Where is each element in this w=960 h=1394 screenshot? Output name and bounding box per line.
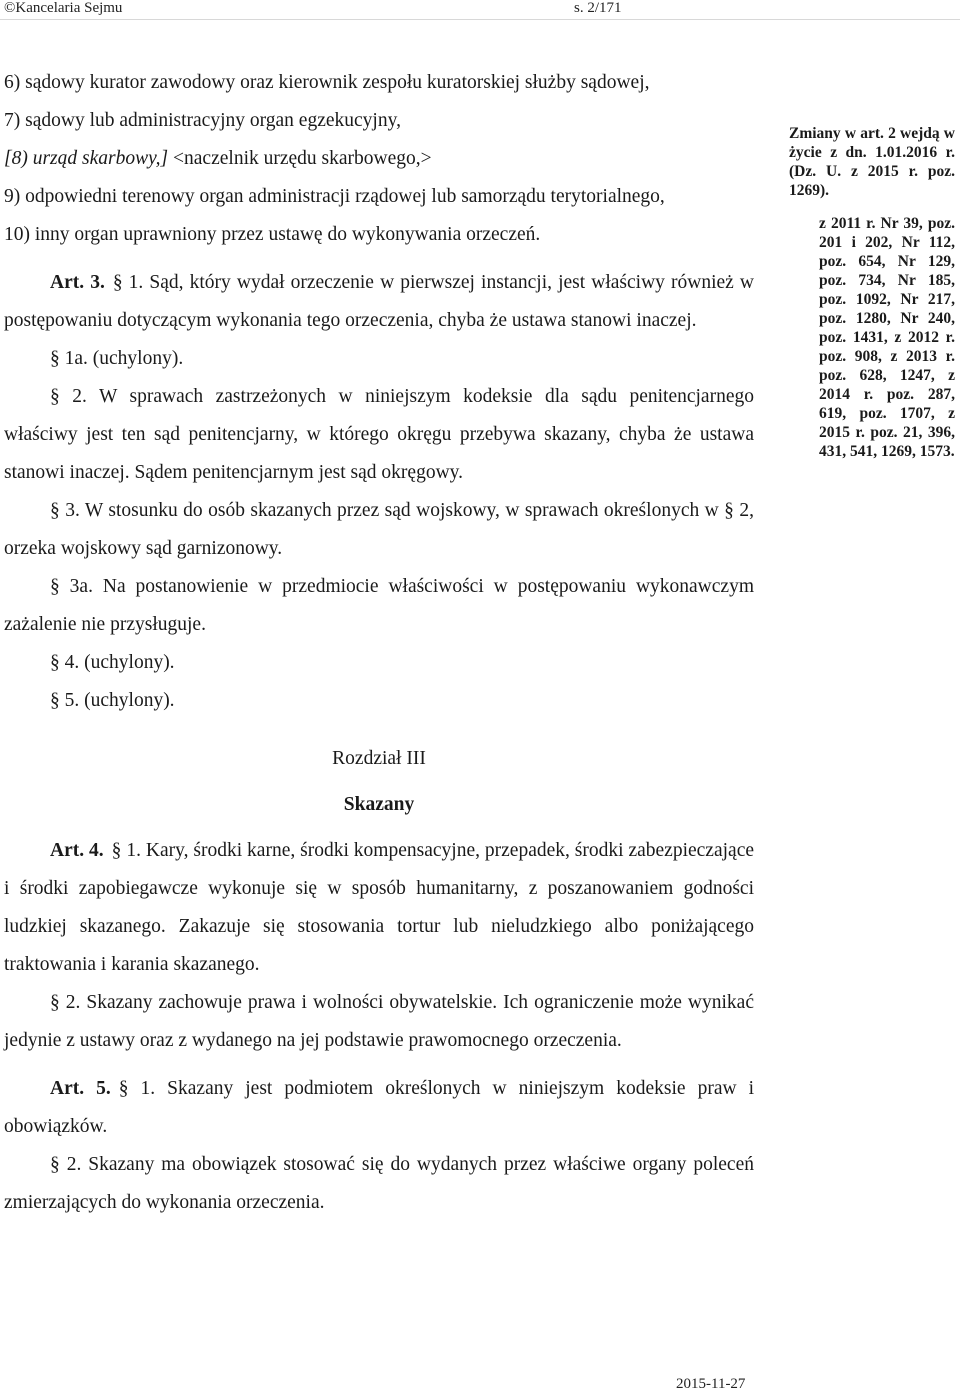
list-item-6: 6) sądowy kurator zawodowy oraz kierownik zespołu kuratorskiej służby sądowej, xyxy=(4,72,650,93)
footer-date: 2015-11-27 xyxy=(676,1376,746,1392)
header-divider xyxy=(0,19,960,20)
header-copyright: ©Kancelaria Sejmu xyxy=(4,0,123,16)
art5-para-2: § 2. Skazany ma obowiązek stosować się do wydanych przez właściwe organy poleceń zmierzających do wykonania orzeczenia. xyxy=(4,1154,754,1213)
chapter-title: Skazany xyxy=(343,794,415,815)
list-item-9: 9) odpowiedni terenowy organ administracji rządowej lub samorządu terytorialnego, xyxy=(4,186,665,207)
art3-para-5: § 5. (uchylony). xyxy=(50,690,175,711)
list-item-10: 10) inny organ uprawniony przez ustawę do wykonywania orzeczeń. xyxy=(4,224,541,245)
sidenote-amendment: Zmiany w art. 2 wejdą w życie z dn. 1.01.2016 r. (Dz. U. z 2015 r. poz. 1269). xyxy=(789,125,955,199)
article-label: Art. 3. xyxy=(50,272,105,293)
art3-para-1 xyxy=(4,264,754,340)
list-item-8 xyxy=(4,140,754,178)
art3-para-4: § 4. (uchylony). xyxy=(50,652,175,673)
art4-para-1 xyxy=(4,832,754,984)
new-text: <naczelnik urzędu skarbowego,> xyxy=(173,148,432,169)
article-label: Art. 5. xyxy=(50,1078,111,1099)
chapter-number: Rozdział III xyxy=(332,748,426,769)
art3-para-2: § 2. W sprawach zastrzeżonych w niniejszym kodeksie dla sądu penitencjarnego właściwy jest ten sąd penitencjarny, w którego okręgu przebywa skazany, chyba że ustawa stanowi inaczej. Sądem penitencjarnym jest sąd okręgowy. xyxy=(4,386,754,483)
paragraph-text: § 1. Kary, środki karne, środki kompensacyjne, przepadek, środki zabezpieczające i środki zapobiegawcze wykonuje się w sposób humanitarny, z poszanowaniem godności ludzkiej skazanego. Zakazuje się stosowania tortur lub nieludzkiego albo poniżającego traktowania i karania skazanego. xyxy=(4,840,755,975)
article-label: Art. 4. xyxy=(50,840,104,861)
sidenote-references: z 2011 r. Nr 39, poz. 201 i 202, Nr 112, poz. 654, Nr 129, poz. 734, Nr 185, poz. 1092, Nr 217, poz. 1280, Nr 240, poz. 1431, z 2012 r. poz. 908, z 2013 r. poz. 628, 1247, z 2014 r. poz. 287, 619, poz. 1707, z 2015 r. poz. 21, 396, 431, 541, 1269, 1573. xyxy=(819,215,955,460)
art3-para-3: § 3. W stosunku do osób skazanych przez sąd wojskowy, w sprawach określonych w § 2, orzeka wojskowy sąd garnizonowy. xyxy=(4,500,754,559)
document-body xyxy=(4,64,754,1222)
art5-para-1 xyxy=(4,1070,754,1146)
list-item-7: 7) sądowy lub administracyjny organ egzekucyjny, xyxy=(4,110,401,131)
deleted-text: [8) urząd skarbowy,] xyxy=(4,148,169,169)
header-page-number: s. 2/171 xyxy=(574,0,622,16)
paragraph-text: § 1. Skazany jest podmiotem określonych w niniejszym kodeksie praw i obowiązków. xyxy=(4,1078,754,1137)
art4-para-2: § 2. Skazany zachowuje prawa i wolności obywatelskie. Ich ograniczenie może wynikać jedynie z ustawy oraz z wydanego na jej podstawie prawomocnego orzeczenia. xyxy=(4,992,754,1051)
paragraph-text: § 1. Sąd, który wydał orzeczenie w pierwszej instancji, jest właściwy również w postępowaniu dotyczącym wykonania tego orzeczenia, chyba że ustawa stanowi inaczej. xyxy=(4,272,754,331)
margin-notes xyxy=(789,124,955,461)
art3-para-3a: § 3a. Na postanowienie w przedmiocie właściwości w postępowaniu wykonawczym zażalenie nie przysługuje. xyxy=(4,576,754,635)
art3-para-1a: § 1a. (uchylony). xyxy=(50,348,184,369)
